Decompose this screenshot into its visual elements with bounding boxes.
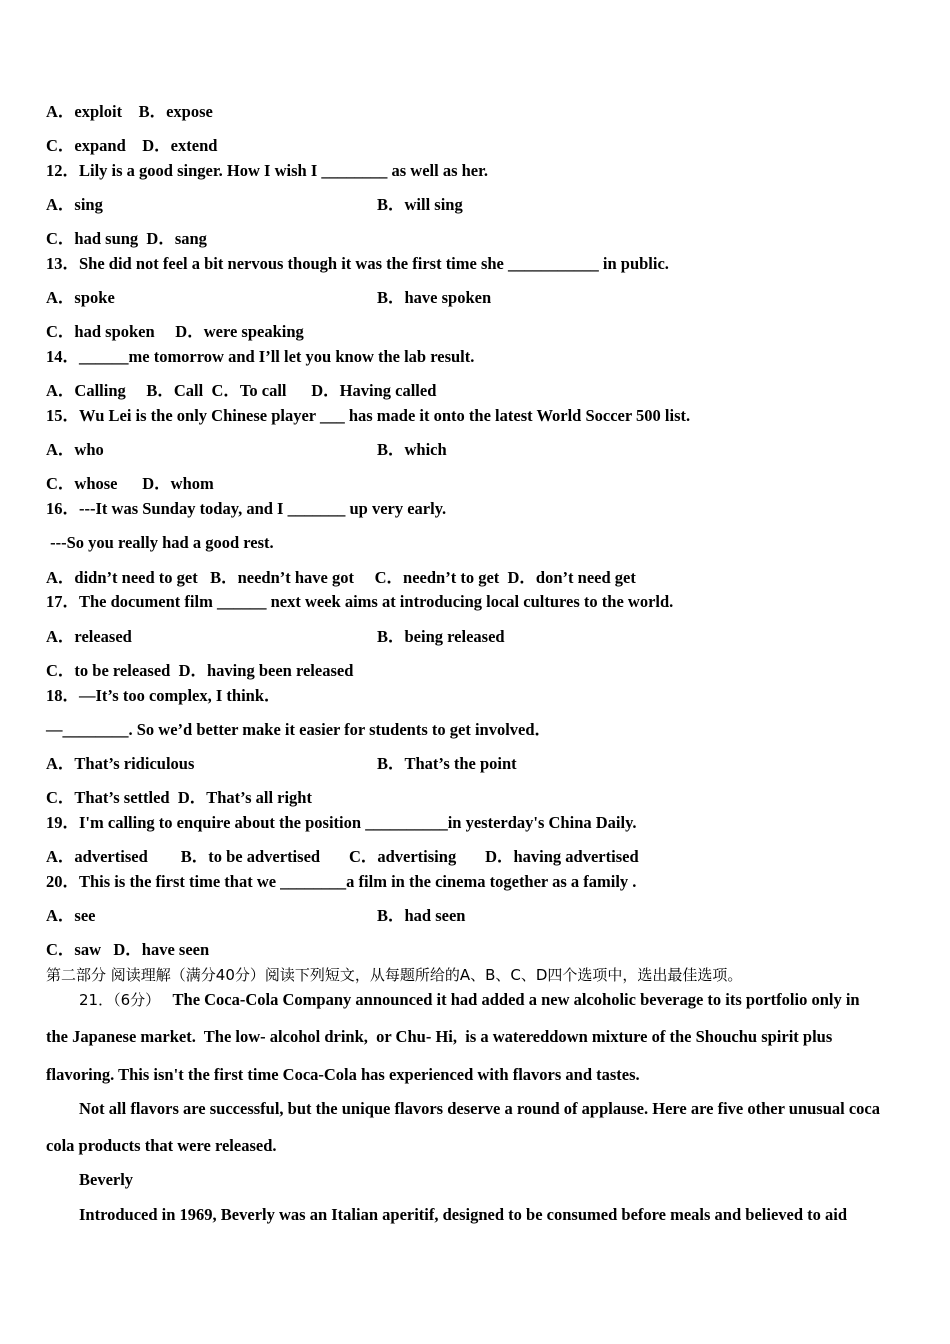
q18-reply: —________. So we’d better make it easier for students to get involved．	[46, 720, 552, 739]
passage21-para1-line1-text: The Coca-Cola Company announced it had added a new alcoholic beverage to its portfolio only in	[172, 990, 860, 1009]
passage21-para2-line1: Not all flavors are successful, but the unique flavors deserve a round of applause. Here are five other unusual coca	[79, 1099, 881, 1118]
q11-options-ab: A．exploit B．expose	[46, 102, 213, 121]
q11-options-cd: C．expand D．extend	[46, 136, 218, 155]
section2-heading: 第二部分 阅读理解（满分40分）阅读下列短文，从每题所给的A、B、C、D四个选项中，选出最佳选项。	[46, 966, 743, 984]
q13-stem: 13．She did not feel a bit nervous though it was the first time she ___________ in public.	[46, 254, 669, 273]
q16-stem: 16．---It was Sunday today, and I _______ up very early.	[46, 499, 447, 518]
q20-options-cd: C．saw D．have seen	[46, 940, 210, 959]
passage21-subheading: Beverly	[79, 1170, 134, 1189]
passage21-para1-line1	[79, 990, 860, 1010]
q12-stem: 12．Lily is a good singer. How I wish I ________ as well as her.	[46, 161, 489, 180]
q15-option-a: A．who	[46, 440, 104, 459]
q15-option-b: B．which	[377, 440, 447, 459]
q20-option-b: B．had seen	[377, 906, 466, 925]
q18-stem: 18．—It’s too complex, I think．	[46, 686, 281, 705]
q20-stem: 20．This is the first time that we ________a film in the cinema together as a family .	[46, 872, 637, 891]
q19-stem: 19．I'm calling to enquire about the position __________in yesterday's China Daily.	[46, 813, 637, 832]
q17-stem: 17．The document film ______ next week aims at introducing local cultures to the world.	[46, 592, 674, 611]
q18-option-b: B．That’s the point	[377, 754, 517, 773]
q13-option-a: A．spoke	[46, 288, 115, 307]
q15-stem: 15．Wu Lei is the only Chinese player ___ has made it onto the latest World Soccer 500 list.	[46, 406, 691, 425]
passage21-para2-line2: cola products that were released.	[46, 1136, 277, 1155]
q12-options-cd: C．had sung D．sang	[46, 229, 207, 248]
passage21-para1-line2: the Japanese market. The low- alcohol drink, or Chu- Hi, is a watereddown mixture of the Shouchu spirit plus	[46, 1027, 833, 1046]
q16-options: A．didn’t need to get B．needn’t have got C．needn’t to get D．don’t need get	[46, 568, 636, 587]
q14-options: A．Calling B．Call C．To call D．Having called	[46, 381, 437, 400]
q19-options: A．advertised B．to be advertised C．advertising D．having advertised	[46, 847, 639, 866]
q12-option-b: B．will sing	[377, 195, 463, 214]
q18-option-a: A．That’s ridiculous	[46, 754, 195, 773]
q14-stem: 14．______me tomorrow and I’ll let you know the lab result.	[46, 347, 475, 366]
q13-options-cd: C．had spoken D．were speaking	[46, 322, 304, 341]
q15-options-cd: C．whose D．whom	[46, 474, 214, 493]
q13-option-b: B．have spoken	[377, 288, 492, 307]
passage21-para1-line3: flavoring. This isn't the first time Coca-Cola has experienced with flavors and tastes.	[46, 1065, 640, 1084]
passage21-lead: 21．（6分）	[79, 991, 161, 1009]
q16-reply: ---So you really had a good rest.	[46, 533, 274, 552]
q20-option-a: A．see	[46, 906, 96, 925]
q12-option-a: A．sing	[46, 195, 103, 214]
q17-options-cd: C．to be released D．having been released	[46, 661, 354, 680]
q18-options-cd: C．That’s settled D．That’s all right	[46, 788, 312, 807]
q17-option-a: A．released	[46, 627, 132, 646]
q17-option-b: B．being released	[377, 627, 505, 646]
passage21-para3-line1: Introduced in 1969, Beverly was an Italian aperitif, designed to be consumed before meals and believed to aid	[79, 1205, 848, 1224]
